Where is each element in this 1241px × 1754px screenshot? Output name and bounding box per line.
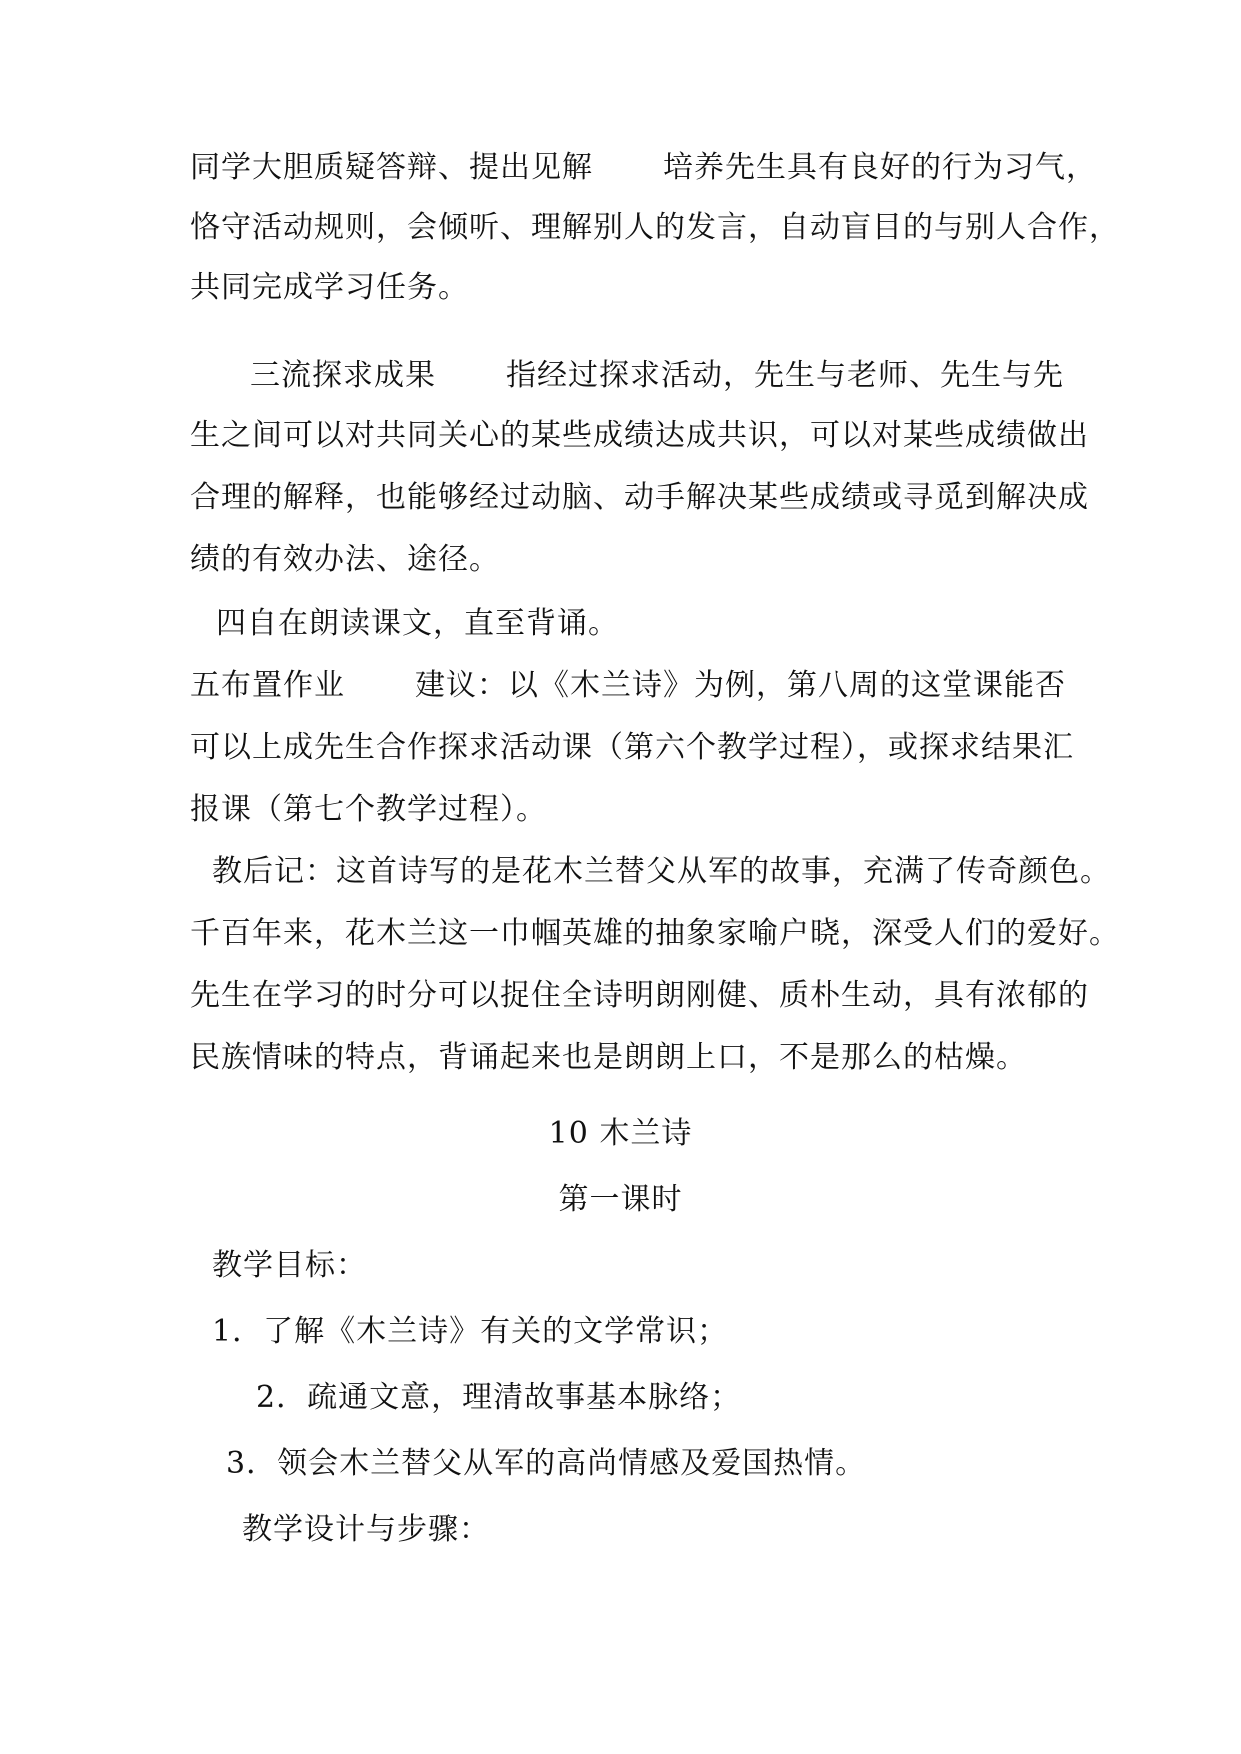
paragraph-5-line-3: 先生在学习的时分可以捉住全诗明朗刚健、质朴生动，具有浓郁的 (190, 978, 1089, 1013)
lesson-subtitle: 第一课时 (558, 1182, 683, 1217)
paragraph-5-line-2: 千百年来，花木兰这一巾帼英雄的抽象家喻户晓，深受人们的爱好。 (190, 916, 1120, 951)
paragraph-2-line-1-part-b: 指经过探求活动，先生与老师、先生与先 (506, 358, 1064, 393)
paragraph-4-line-2: 可以上成先生合作探求活动课（第六个教学过程），或探求结果汇 (190, 730, 1074, 765)
paragraph-4-line-1-part-b: 建议：以《木兰诗》为例，第八周的这堂课能否 (415, 668, 1066, 703)
paragraph-4-line-1-part-a: 五布置作业 (190, 668, 345, 703)
paragraph-4-line-3: 报课（第七个教学过程）。 (190, 792, 547, 827)
goals-heading: 教学目标： (212, 1248, 367, 1283)
paragraph-5-line-4: 民族情味的特点，背诵起来也是朗朗上口，不是那么的枯燥。 (190, 1040, 1027, 1075)
paragraph-2-line-3: 合理的解释，也能够经过动脑、动手解决某些成绩或寻觅到解决成 (190, 480, 1089, 515)
goal-item-3: 3．领会木兰替父从军的高尚情感及爱国热情。 (226, 1446, 867, 1481)
paragraph-3-line-1: 四自在朗读课文，直至背诵。 (216, 606, 619, 641)
paragraph-1-line-1-part-a: 同学大胆质疑答辩、提出见解 (190, 150, 593, 185)
goal-item-1: 1．了解《木兰诗》有关的文学常识； (212, 1314, 729, 1349)
lesson-title: 10 木兰诗 (548, 1116, 693, 1151)
paragraph-2-line-1 (250, 356, 1064, 396)
paragraph-2-line-2: 生之间可以对共同关心的某些成绩达成共识，可以对某些成绩做出 (190, 418, 1089, 453)
paragraph-2-line-4: 绩的有效办法、途径。 (190, 542, 500, 577)
paragraph-4-line-1 (190, 666, 1066, 706)
goal-item-2: 2．疏通文意，理清故事基本脉络； (256, 1380, 742, 1415)
paragraph-1-line-2: 恪守活动规则，会倾听、理解别人的发言，自动盲目的与别人合作， (190, 210, 1120, 245)
paragraph-2-line-1-part-a: 三流探求成果 (250, 358, 436, 393)
steps-heading: 教学设计与步骤： (242, 1512, 490, 1547)
paragraph-1-line-1-part-b: 培养先生具有良好的行为习气， (663, 150, 1097, 185)
paragraph-1-line-3: 共同完成学习任务。 (190, 270, 469, 305)
paragraph-1-line-1 (190, 148, 1097, 188)
paragraph-5-line-1: 教后记：这首诗写的是花木兰替父从军的故事，充满了传奇颜色。 (212, 854, 1111, 889)
